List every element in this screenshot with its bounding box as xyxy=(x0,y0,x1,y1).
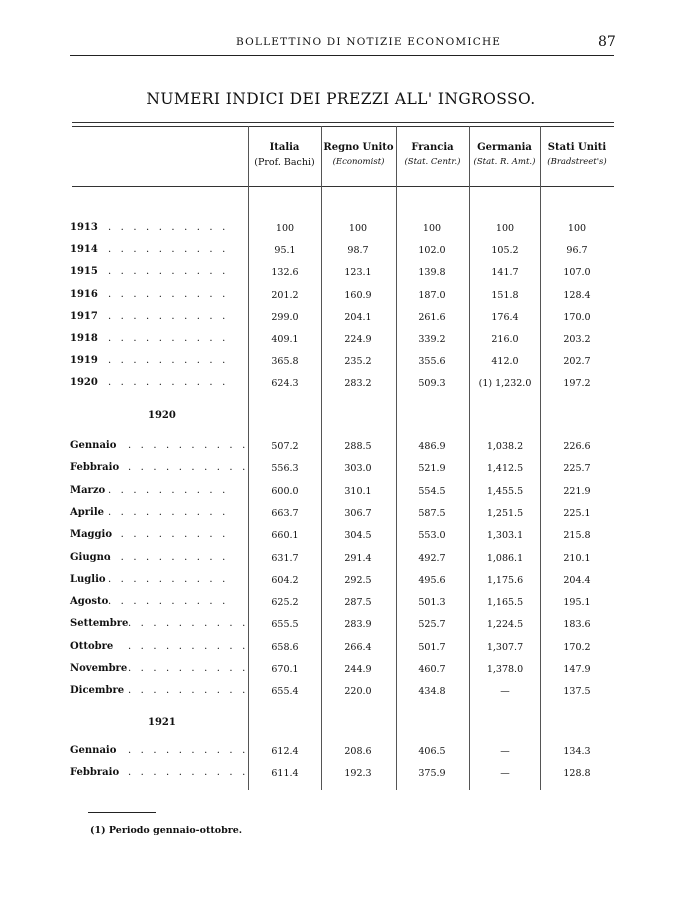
row-label: 1918 xyxy=(70,333,98,344)
table-cell: 556.3 xyxy=(271,463,299,475)
table-cell: (1) 1,232.0 xyxy=(478,378,532,390)
table-cell: — xyxy=(500,686,510,698)
table-row xyxy=(0,663,682,681)
table-row xyxy=(0,289,682,307)
table-cell: 288.5 xyxy=(344,441,372,452)
table-cell: 310.1 xyxy=(344,485,372,497)
table-cell: 134.3 xyxy=(563,746,591,757)
table-row xyxy=(0,311,682,329)
dot-leader: .......... xyxy=(128,767,255,779)
row-label: 1913 xyxy=(70,222,98,233)
table-cell: 291.4 xyxy=(344,552,372,564)
table-cell: 283.2 xyxy=(344,378,372,390)
table-row xyxy=(0,462,682,480)
table-cell: 220.0 xyxy=(344,686,372,698)
table-cell: 221.9 xyxy=(563,485,591,497)
table-cell: 670.1 xyxy=(271,664,299,675)
table-cell: 176.4 xyxy=(491,311,519,323)
table-cell: 202.7 xyxy=(563,356,591,368)
table-cell: 225.7 xyxy=(563,463,591,475)
table-cell: 283.9 xyxy=(344,619,372,631)
column-source: (Stat. Centr.) xyxy=(404,157,461,167)
table-cell: 1,378.0 xyxy=(486,664,524,675)
page-title: NUMERI INDICI DEI PREZZI ALL' INGROSSO. xyxy=(146,90,536,108)
table-row xyxy=(0,355,682,373)
table-row xyxy=(0,266,682,284)
table-row xyxy=(0,244,682,262)
table-row xyxy=(0,377,682,395)
table-cell: 98.7 xyxy=(347,245,369,257)
row-label: Novembre xyxy=(70,663,128,674)
column-name: Stati Uniti xyxy=(547,142,607,153)
table-cell: 1,224.5 xyxy=(486,619,524,631)
table-cell: 226.6 xyxy=(563,441,591,452)
row-label: Febbraio xyxy=(70,462,120,474)
table-cell: 224.9 xyxy=(344,334,372,345)
table-cell: 625.2 xyxy=(271,597,299,609)
table-cell: 1,165.5 xyxy=(486,597,524,609)
table-cell: 412.0 xyxy=(491,356,519,368)
table-row xyxy=(0,507,682,525)
table-cell: 660.1 xyxy=(271,530,299,542)
dot-leader: .......... xyxy=(108,377,235,389)
row-label: Ottobre xyxy=(70,640,114,652)
table-cell: 100 xyxy=(495,223,515,234)
table-cell: 137.5 xyxy=(563,686,591,698)
dot-leader: .......... xyxy=(108,244,235,256)
table-cell: 612.4 xyxy=(271,746,299,757)
column-source: (Prof. Bachi) xyxy=(254,157,315,168)
dot-leader: .......... xyxy=(108,529,235,541)
table-cell: 100 xyxy=(422,223,442,234)
table-cell: 128.8 xyxy=(563,768,591,780)
table-cell: 1,038.2 xyxy=(486,441,524,452)
table-cell: 507.2 xyxy=(271,441,299,452)
row-label: Febbraio xyxy=(70,767,120,779)
column-name: Francia xyxy=(411,142,454,153)
table-row xyxy=(0,552,682,570)
table-cell: 244.9 xyxy=(344,664,372,675)
dot-leader: .......... xyxy=(128,462,255,474)
table-cell: 107.0 xyxy=(563,267,591,279)
row-label: 1915 xyxy=(70,266,98,278)
table-cell: 553.0 xyxy=(418,530,446,542)
dot-leader: .......... xyxy=(108,551,235,563)
table-cell: 409.1 xyxy=(271,334,299,345)
table-cell: 204.1 xyxy=(344,311,372,323)
table-cell: 139.8 xyxy=(418,267,446,279)
table-cell: 215.8 xyxy=(563,530,591,542)
table-row xyxy=(0,574,682,592)
column-source: (Stat. R. Amt.) xyxy=(473,157,536,167)
table-cell: 100 xyxy=(348,223,368,234)
row-label: Agosto xyxy=(70,596,109,608)
table-cell: 203.2 xyxy=(563,334,591,345)
column-source: (Economist) xyxy=(332,157,385,167)
table-cell: — xyxy=(500,768,510,780)
table-cell: 604.2 xyxy=(271,574,299,586)
table-cell: 1,086.1 xyxy=(486,552,524,564)
table-cell: 170.2 xyxy=(563,641,591,653)
table-cell: 509.3 xyxy=(418,378,446,390)
table-cell: 624.3 xyxy=(271,378,299,390)
table-cell: 96.7 xyxy=(566,245,588,257)
table-cell: 365.8 xyxy=(271,356,299,368)
table-cell: 1,412.5 xyxy=(486,463,524,475)
table-cell: 355.6 xyxy=(418,356,446,368)
table-cell: 492.7 xyxy=(418,552,446,564)
table-cell: 600.0 xyxy=(271,485,299,497)
dot-leader: .......... xyxy=(128,663,255,674)
dot-leader: .......... xyxy=(108,596,235,608)
dot-leader: .......... xyxy=(108,222,235,233)
table-cell: 434.8 xyxy=(418,686,446,698)
row-label: Gennaio xyxy=(70,745,117,756)
page-number: 87 xyxy=(598,34,616,50)
table-cell: 95.1 xyxy=(274,245,296,257)
dot-leader: .......... xyxy=(108,506,235,518)
table-cell: 611.4 xyxy=(271,768,299,780)
table-cell: 460.7 xyxy=(418,664,446,675)
table-top-rule xyxy=(72,122,614,127)
row-label: 1920 xyxy=(70,377,98,389)
row-label: 1914 xyxy=(70,244,98,256)
table-cell: 123.1 xyxy=(344,267,372,279)
footnote-divider xyxy=(88,812,156,813)
table-cell: 204.4 xyxy=(563,574,591,586)
table-cell: 587.5 xyxy=(418,507,446,519)
row-label: Gennaio xyxy=(70,440,117,451)
table-cell: 128.4 xyxy=(563,289,591,301)
table-cell: 306.7 xyxy=(344,507,372,519)
row-label: Luglio xyxy=(70,573,106,585)
table-row xyxy=(0,641,682,659)
table-cell: 187.0 xyxy=(418,289,446,301)
table-cell: 292.5 xyxy=(344,574,372,586)
table-cell: 1,303.1 xyxy=(486,530,524,542)
column-name: Regno Unito xyxy=(323,142,394,153)
table-cell: 195.1 xyxy=(563,597,591,609)
table-cell: 261.6 xyxy=(418,311,446,323)
table-cell: 210.1 xyxy=(563,552,591,564)
dot-leader: .......... xyxy=(108,573,235,585)
row-label: Settembre xyxy=(70,618,129,630)
table-row xyxy=(0,767,682,785)
table-cell: 521.9 xyxy=(418,463,446,475)
dot-leader: .......... xyxy=(108,333,235,344)
dot-leader: .......... xyxy=(128,618,255,630)
column-name: Germania xyxy=(477,142,532,153)
row-label: 1919 xyxy=(70,355,98,367)
running-title: BOLLETTINO DI NOTIZIE ECONOMICHE xyxy=(236,36,502,48)
column-source: (Bradstreet's) xyxy=(547,157,607,167)
dot-leader: .......... xyxy=(128,685,255,697)
table-cell: 1,251.5 xyxy=(486,507,524,519)
column-header-francia xyxy=(396,140,469,170)
table-cell: 287.5 xyxy=(344,597,372,609)
table-row xyxy=(0,685,682,703)
table-cell: 160.9 xyxy=(344,289,372,301)
table-cell: 132.6 xyxy=(271,267,299,279)
column-name: Italia xyxy=(269,142,300,153)
row-label: Aprile xyxy=(70,506,104,518)
table-cell: 375.9 xyxy=(418,768,446,780)
table-cell: 192.3 xyxy=(344,768,372,780)
table-cell: 197.2 xyxy=(563,378,591,390)
table-row xyxy=(0,596,682,614)
footnote: (1) Periodo gennaio-ottobre. xyxy=(90,825,243,836)
row-label: Maggio xyxy=(70,529,113,541)
table-row xyxy=(0,745,682,763)
dot-leader: .......... xyxy=(108,355,235,367)
table-cell: 235.2 xyxy=(344,356,372,368)
table-header-rule xyxy=(72,186,614,187)
table-cell: 304.5 xyxy=(344,530,372,542)
table-cell: 631.7 xyxy=(271,552,299,564)
table-row xyxy=(0,485,682,503)
table-cell: 266.4 xyxy=(344,641,372,653)
dot-leader: .......... xyxy=(128,440,255,451)
table-cell: 658.6 xyxy=(271,641,299,653)
header-divider xyxy=(70,55,614,56)
row-label: Giugno xyxy=(70,551,111,563)
table-row xyxy=(0,333,682,351)
table-cell: 1,175.6 xyxy=(486,574,524,586)
table-cell: 208.6 xyxy=(344,746,372,757)
table-cell: 225.1 xyxy=(563,507,591,519)
table-cell: 525.7 xyxy=(418,619,446,631)
table-cell: 501.7 xyxy=(418,641,446,653)
table-cell: 501.3 xyxy=(418,597,446,609)
table-cell: 100 xyxy=(567,223,587,234)
table-cell: 303.0 xyxy=(344,463,372,475)
row-label: 1916 xyxy=(70,288,98,300)
table-cell: 151.8 xyxy=(491,289,519,301)
table-cell: 141.7 xyxy=(491,267,519,279)
dot-leader: .......... xyxy=(108,484,235,496)
column-header-italia xyxy=(248,140,321,170)
dot-leader: .......... xyxy=(128,745,255,756)
table-cell: 183.6 xyxy=(563,619,591,631)
dot-leader: .......... xyxy=(128,640,255,652)
running-head xyxy=(0,36,682,52)
table-cell: 406.5 xyxy=(418,746,446,757)
table-cell: 1,455.5 xyxy=(486,485,524,497)
table-cell: 170.0 xyxy=(563,311,591,323)
row-label: Marzo xyxy=(70,484,106,496)
table-row xyxy=(0,440,682,458)
section-year-1920: 1920 xyxy=(148,410,176,421)
table-cell: 655.4 xyxy=(271,686,299,698)
dot-leader: .......... xyxy=(108,310,235,322)
table-cell: 299.0 xyxy=(271,311,299,323)
section-year-1921: 1921 xyxy=(148,717,176,728)
table-row xyxy=(0,618,682,636)
table-cell: 216.0 xyxy=(491,334,519,345)
table-cell: 100 xyxy=(275,223,295,234)
table-cell: 663.7 xyxy=(271,507,299,519)
table-cell: 554.5 xyxy=(418,485,446,497)
column-header-regno-unito xyxy=(321,140,396,170)
table-cell: 339.2 xyxy=(418,334,446,345)
table-cell: 201.2 xyxy=(271,289,299,301)
table-row xyxy=(0,529,682,547)
dot-leader: .......... xyxy=(108,266,235,278)
table-cell: 105.2 xyxy=(491,245,519,257)
column-header-germania xyxy=(469,140,540,170)
row-label: 1917 xyxy=(70,310,98,322)
table-cell: 486.9 xyxy=(418,441,446,452)
dot-leader: .......... xyxy=(108,288,235,300)
table-cell: — xyxy=(500,746,510,757)
table-cell: 147.9 xyxy=(563,664,591,675)
table-cell: 495.6 xyxy=(418,574,446,586)
table-cell: 1,307.7 xyxy=(486,641,524,653)
row-label: Dicembre xyxy=(70,685,125,697)
table-row xyxy=(0,222,682,240)
table-cell: 655.5 xyxy=(271,619,299,631)
table-cell: 102.0 xyxy=(418,245,446,257)
column-header-stati-uniti xyxy=(540,140,614,170)
